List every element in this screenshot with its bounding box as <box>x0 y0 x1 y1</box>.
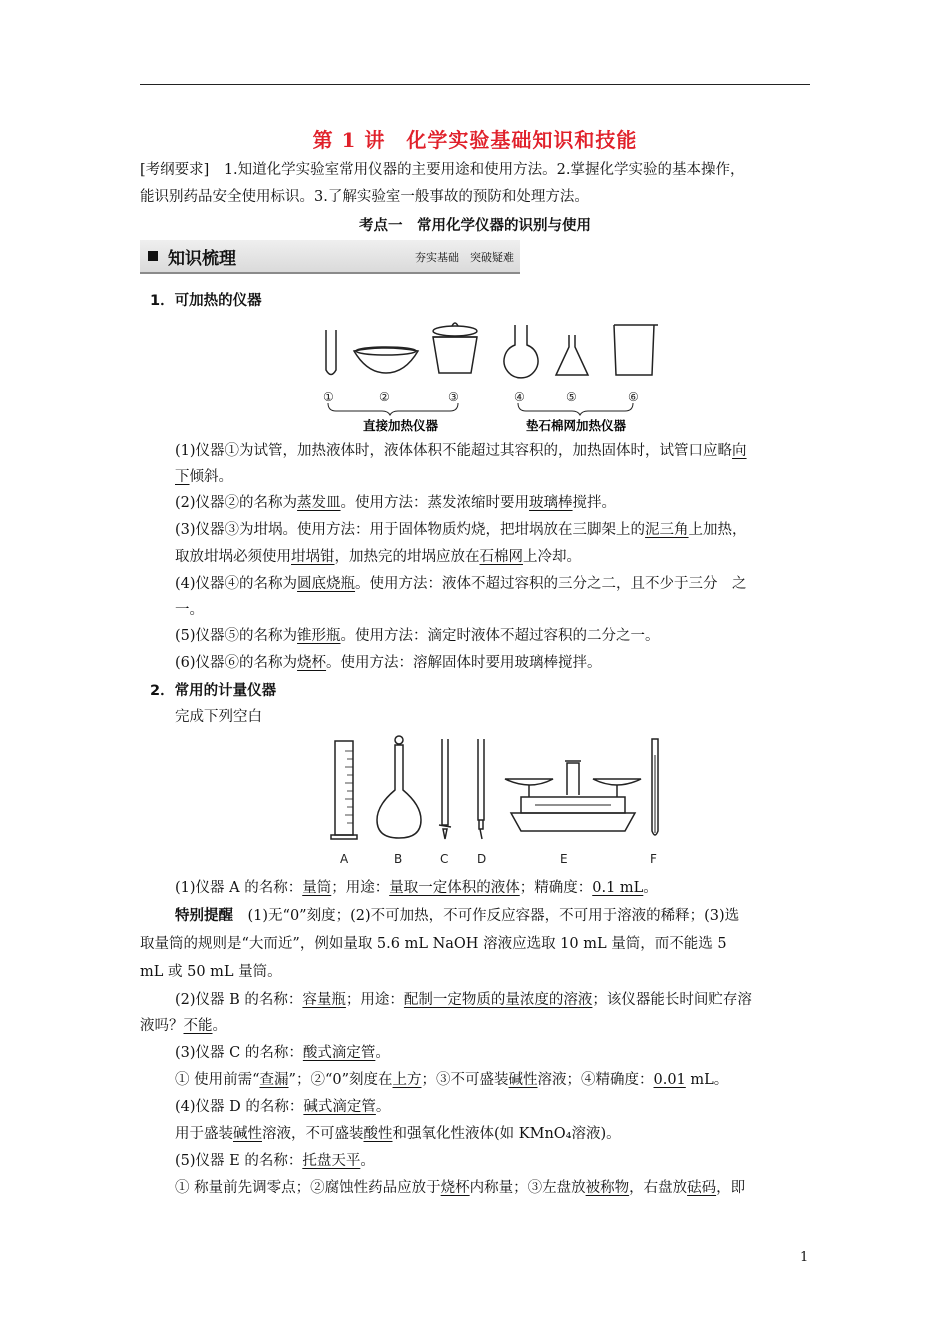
item-test-tube: (1)仪器①为试管，加热液体时，液体体积不能超过其容积的，加热固体时，试管口应略向 <box>175 443 747 459</box>
band-label: 知识梳理 <box>168 249 236 269</box>
item-crucible: (3)仪器③为坩埚。使用方法：用于固体物质灼烧，把坩埚放在三脚架上的泥三角上加热， <box>175 522 747 538</box>
tip-label: 特别提醒 <box>175 908 233 924</box>
measuring-instruments-figure <box>325 735 675 870</box>
group-asbestos-heating: 垫石棉网加热仪器 <box>526 418 627 433</box>
fig1-num: ⑤ <box>566 390 577 404</box>
group-direct-heating: 直接加热仪器 <box>363 418 439 433</box>
item-volumetric-flask-cont: 液吗？不能。 <box>140 1018 227 1034</box>
item-round-flask: (4)仪器④的名称为圆底烧瓶。使用方法：液体不超过容积的三分之二，且不少于三分 之 <box>175 576 747 592</box>
header-rule <box>140 84 810 85</box>
graduated-cylinder-icon <box>331 741 357 839</box>
thermometer-icon <box>652 739 658 835</box>
item-volumetric-flask: (2)仪器 B 的名称：容量瓶；用途：配制一定物质的量浓度的溶液；该仪器能长时间贮存溶 <box>175 992 752 1008</box>
item-base-burette-notes: 用于盛装碱性溶液，不可盛装酸性和强氧化性液体(如 KMnO₄溶液)。 <box>175 1126 621 1142</box>
fig1-num: ③ <box>448 390 459 404</box>
conical-flask-icon <box>556 335 588 375</box>
fig2-label: E <box>560 852 568 866</box>
item-acid-burette: (3)仪器 C 的名称：酸式滴定管。 <box>175 1045 390 1061</box>
requirements-line-1: [考纲要求] 1.知道化学实验室常用仪器的主要用途和使用方法。2.掌握化学实验的基本操作， <box>140 162 745 178</box>
page-number: 1 <box>800 1250 809 1265</box>
requirements-line-2: 能识别药品安全使用标识。3.了解实验室一般事故的预防和处理方法。 <box>140 189 589 205</box>
fig2-label: C <box>440 852 449 866</box>
item-balance: (5)仪器 E 的名称：托盘天平。 <box>175 1153 375 1169</box>
acid-burette-icon <box>439 739 451 839</box>
item-beaker: (6)仪器⑥的名称为烧杯。使用方法：溶解固体时要用玻璃棒搅拌。 <box>175 655 602 671</box>
item-test-tube-cont: 下倾斜。 <box>175 469 233 485</box>
band-subtitle: 夯实基础 突破疑难 <box>415 251 514 264</box>
measuring-subheading: 完成下列空白 <box>175 709 262 725</box>
knowledge-band <box>140 240 520 274</box>
tip-line-3: mL 或 50 mL 量筒。 <box>140 964 282 980</box>
fig1-num: ① <box>323 390 334 404</box>
item-base-burette: (4)仪器 D 的名称：碱式滴定管。 <box>175 1099 391 1115</box>
crucible-icon <box>433 323 477 373</box>
page-title: 第 1 讲 化学实验基础知识和技能 <box>312 128 638 152</box>
test-tube-icon <box>326 330 336 375</box>
fig2-label: B <box>394 852 403 866</box>
heatable-instruments-figure <box>300 315 680 435</box>
item-cylinder: (1)仪器 A 的名称：量筒；用途：量取一定体积的液体；精确度：0.1 mL。 <box>175 880 658 896</box>
fig1-num: ⑥ <box>628 390 639 404</box>
fig2-label: A <box>340 852 349 866</box>
volumetric-flask-icon <box>377 736 421 838</box>
item-conical-flask: (5)仪器⑤的名称为锥形瓶。使用方法：滴定时液体不超过容积的二分之一。 <box>175 628 660 644</box>
item-balance-notes: ① 称量前先调零点；②腐蚀性药品应放于烧杯内称量；③左盘放被称物，右盘放砝码，即 <box>175 1180 746 1196</box>
section-title: 考点一 常用化学仪器的识别与使用 <box>359 217 591 234</box>
item-round-flask-cont: 一。 <box>175 602 204 618</box>
balance-icon <box>505 761 641 831</box>
fig2-label: F <box>650 852 657 866</box>
item-crucible-cont: 取放坩埚必须使用坩埚钳，加热完的坩埚应放在石棉网上冷却。 <box>175 549 581 565</box>
requirements-tag: [考纲要求] <box>140 162 210 178</box>
round-flask-icon <box>504 325 538 378</box>
measuring-heading: 2．常用的计量仪器 <box>150 683 277 699</box>
fig1-num: ② <box>379 390 390 404</box>
heating-heading: 1．可加热的仪器 <box>150 293 262 309</box>
tip-line-2: 取量筒的规则是“大而近”，例如量取 5.6 mL NaOH 溶液应选取 10 mL 量筒，而不能选 5 <box>140 936 727 952</box>
fig2-label: D <box>477 852 487 866</box>
evaporating-dish-icon <box>354 348 418 373</box>
fig1-num: ④ <box>514 390 525 404</box>
square-bullet-icon <box>148 251 158 261</box>
item-acid-burette-notes: ① 使用前需“查漏”；②“0”刻度在上方；③不可盛装碱性溶液；④精确度：0.01 mL。 <box>175 1072 729 1088</box>
beaker-icon <box>614 325 658 375</box>
base-burette-icon <box>478 739 484 839</box>
item-evaporating-dish: (2)仪器②的名称为蒸发皿。使用方法：蒸发浓缩时要用玻璃棒搅拌。 <box>175 495 617 511</box>
tip-line-1: 特别提醒 (1)无“0”刻度；(2)不可加热，不可作反应容器，不可用于溶液的稀释；(3)选 <box>175 908 740 924</box>
